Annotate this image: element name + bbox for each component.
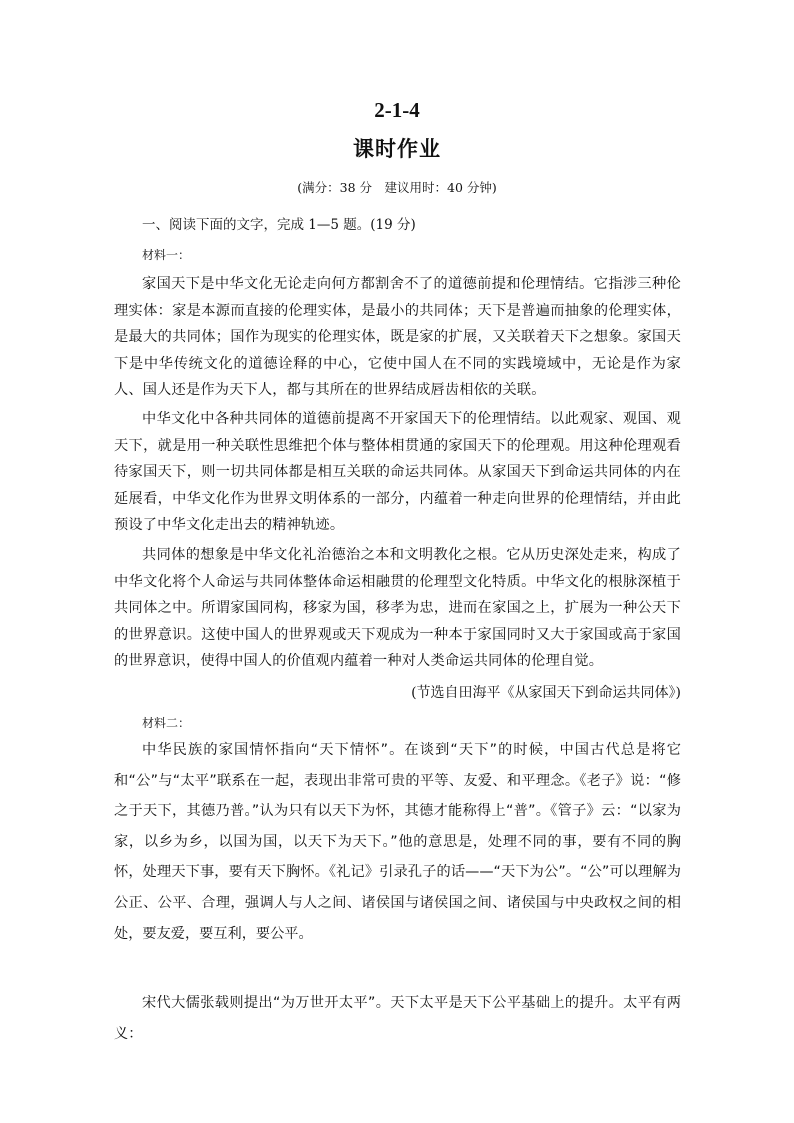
- material-one-paragraph-3: 共同体的想象是中华文化礼治德治之本和文明教化之根。它从历史深处走来，构成了中华文化将个人命运与共同体整体命运相融贯的伦理型文化特质。中华文化的根脉深植于共同体之中。所谓家国同构，移家为国，移孝为忠，进而在家国之上，扩展为一种公天下的世界意识。这使中国人的世界观或天下观成为一种本于家国同时又大于家国或高于家国的世界意识，使得中国人的价值观内蕴着一种对人类命运共同体的伦理自觉。: [114, 547, 681, 670]
- score-time-info: (满分：38 分 建议用时：40 分钟): [297, 180, 497, 195]
- material-two-paragraph-1: 中华民族的家国情怀指向“天下情怀”。在谈到“天下”的时候，中国古代总是将它和“公”与“太平”联系在一起，表现出非常可贵的平等、友爱、和平理念。《老子》说：“修之于天下，其德乃普。”认为只有以天下为怀，其德才能称得上“普”。《管子》云：“以家为家，以乡为乡，以国为国，以天下为天下。”他的意思是，处理不同的事，要有不同的胸怀，处理天下事，要有天下胸怀。《礼记》引录孔子的话——“天下为公”。“公”可以理解为公正、公平、合理，强调人与人之间、诸侯国与诸侯国之间、诸侯国与中央政权之间的相处，要友爱，要互利，要公平。: [114, 742, 681, 942]
- question-heading: 一、阅读下面的文字，完成 1—5 题。(19 分): [142, 217, 416, 233]
- material-two-label: 材料二：: [142, 716, 191, 730]
- material-one-label: 材料一：: [142, 248, 191, 262]
- material-two-paragraph-2: 宋代大儒张载则提出“为万世开太平”。天下太平是天下公平基础上的提升。太平有两义：: [114, 995, 681, 1042]
- material-one-paragraph-2: 中华文化中各种共同体的道德前提离不开家国天下的伦理情结。以此观家、观国、观天下，就是用一种关联性思维把个体与整体相贯通的家国天下的伦理观。用这种伦理观看待家国天下，则一切共同体都是相互关联的命运共同体。从家国天下到命运共同体的内在延展看，中华文化作为世界文明体系的一部分，内蕴着一种走向世界的伦理情结，并由此预设了中华文化走出去的精神轨迹。: [114, 411, 681, 534]
- material-one-source: (节选自田海平《从家国天下到命运共同体》): [411, 685, 681, 701]
- material-one-paragraph-1: 家国天下是中华文化无论走向何方都割舍不了的道德前提和伦理情结。它指涉三种伦理实体：家是本源而直接的伦理实体，是最小的共同体；天下是普遍而抽象的伦理实体，是最大的共同体；国作为现实的伦理实体，既是家的扩展，又关联着天下之想象。家国天下是中华传统文化的道德诠释的中心，它使中国人在不同的实践境域中，无论是作为家人、国人还是作为天下人，都与其所在的世界结成唇齿相依的关联。: [114, 276, 681, 399]
- page-title: 课时作业: [353, 136, 441, 161]
- lesson-code: 2-1-4: [374, 98, 420, 122]
